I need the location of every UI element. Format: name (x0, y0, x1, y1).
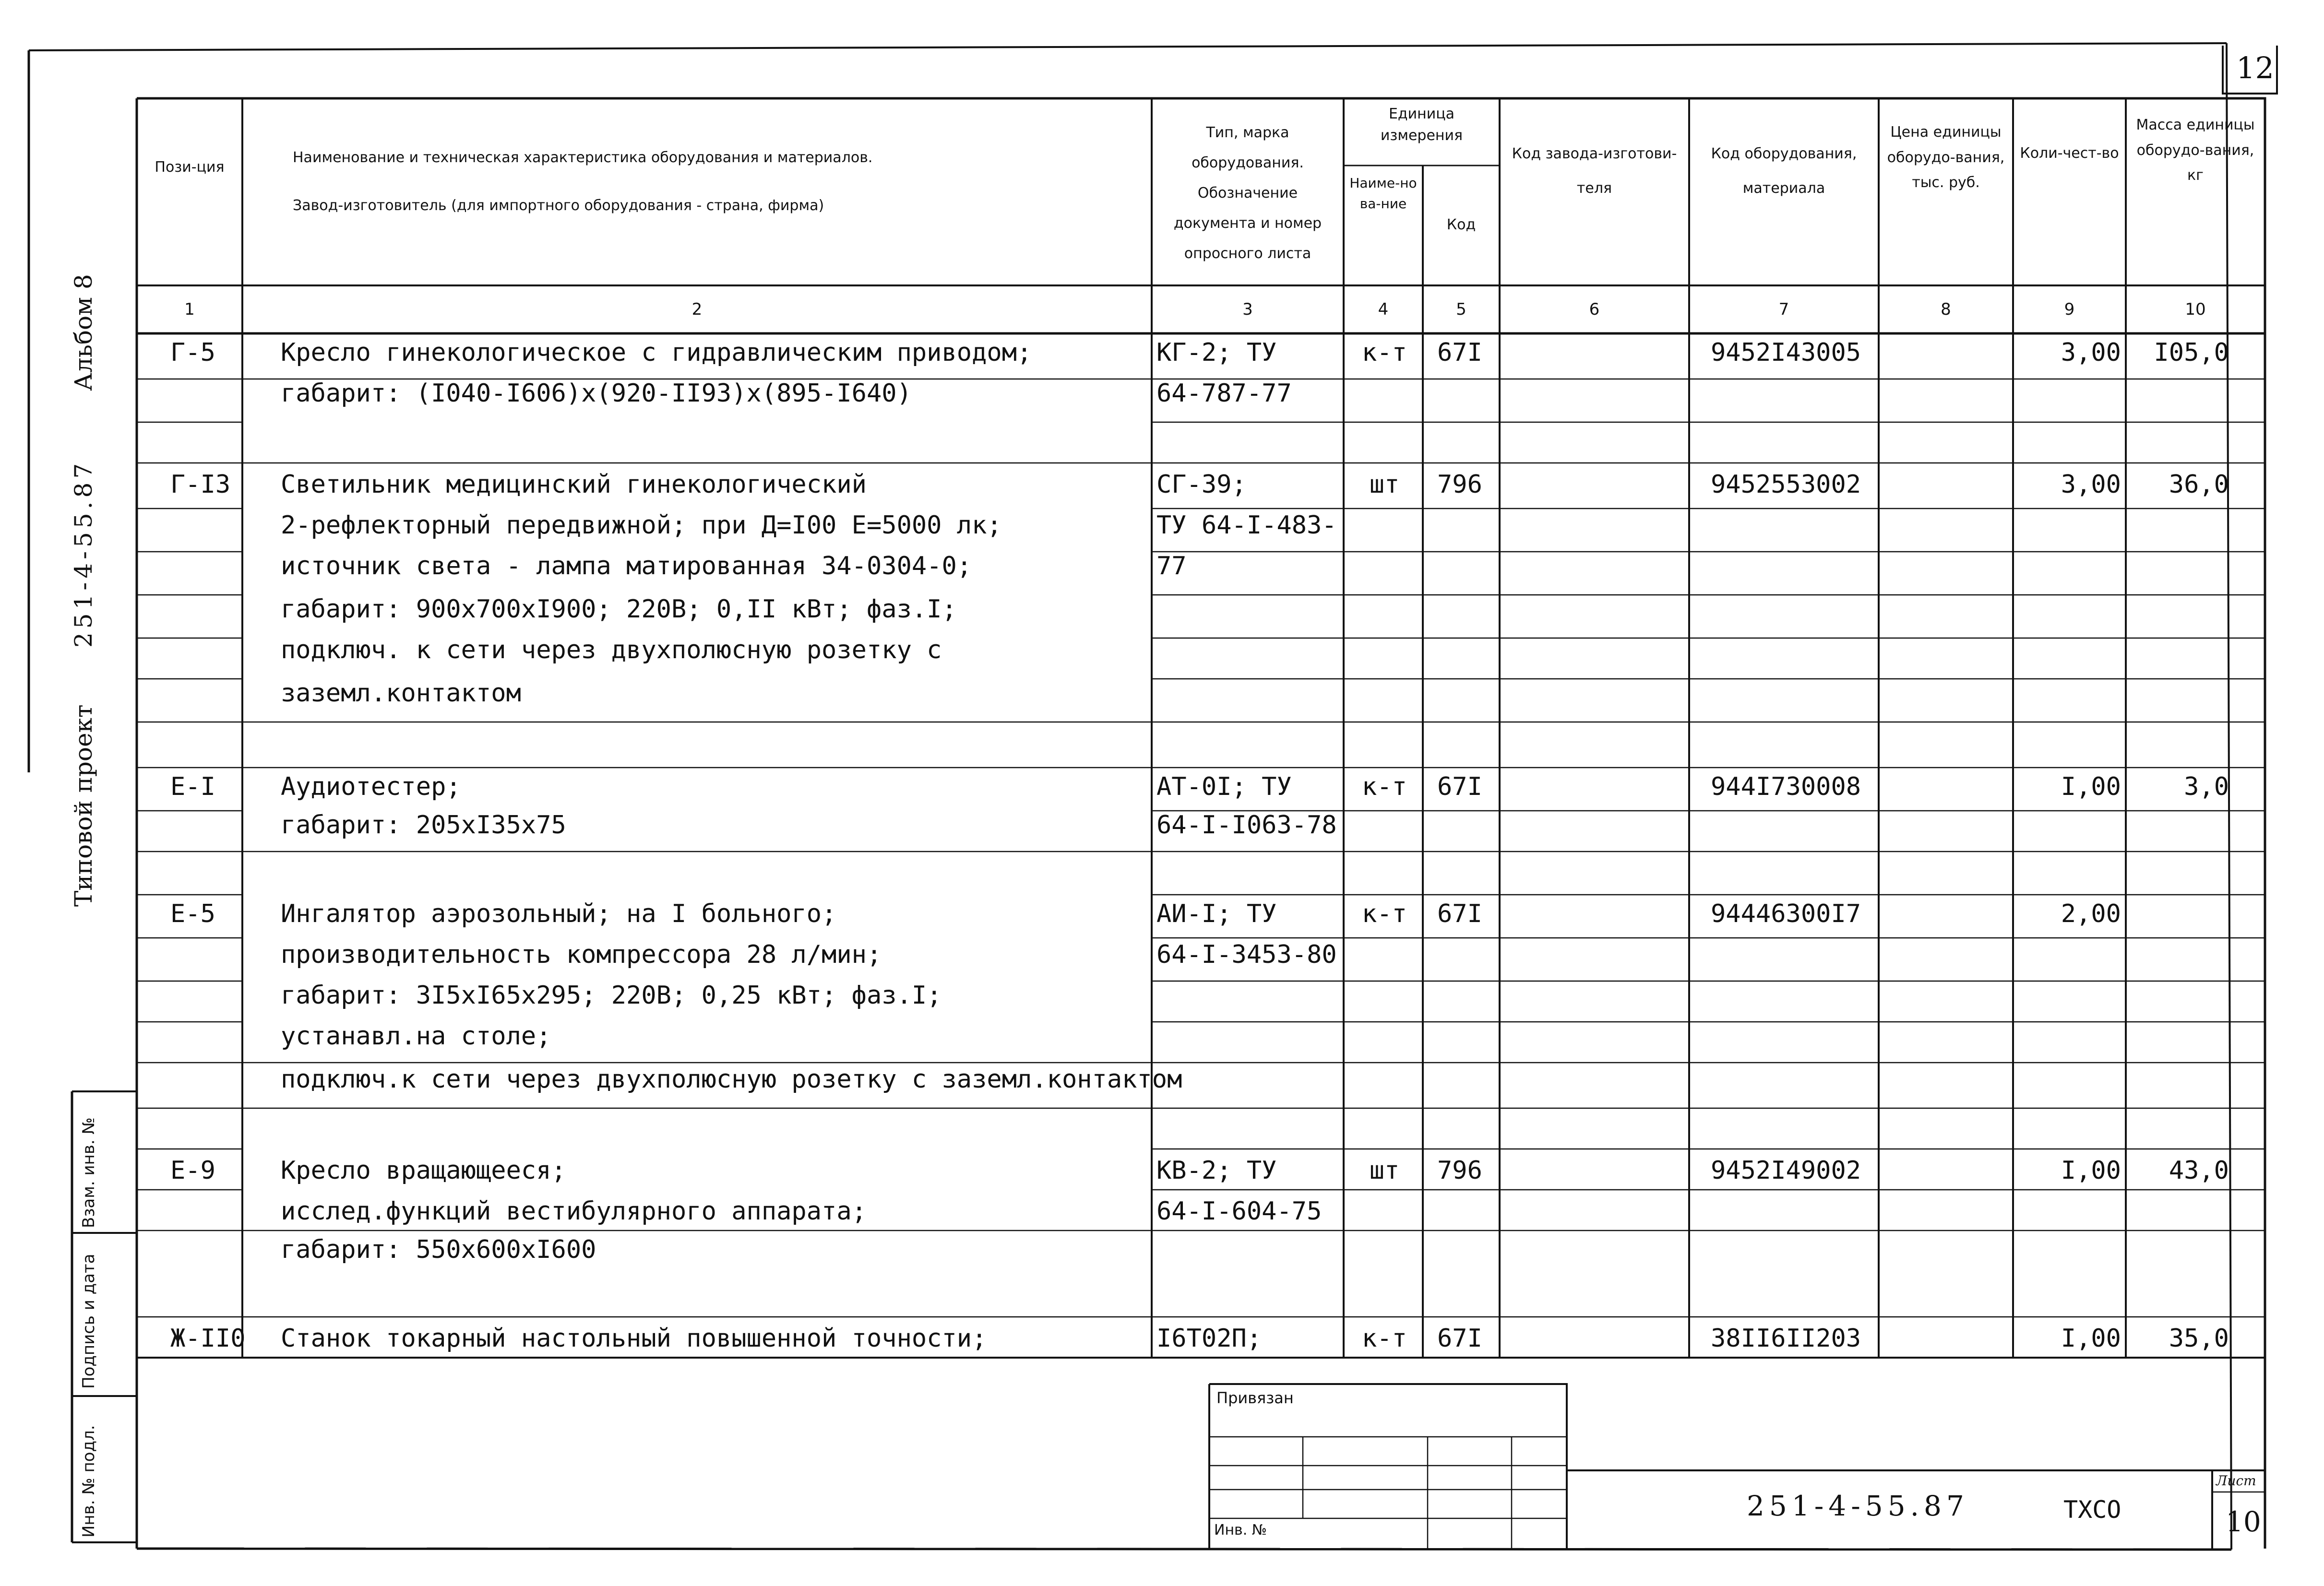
cell-equip: 38II6II203 (1711, 1324, 1861, 1353)
cell-pos: Е-9 (170, 1156, 215, 1185)
header-mass: Масса единицы оборудо-вания, кг (2136, 117, 2255, 184)
cell-pos: Г-5 (170, 338, 215, 367)
cell-equip: 944I730008 (1711, 772, 1861, 801)
cell-pos: Г-I3 (170, 470, 231, 499)
cell-name: габарит: (I040-I606)х(920-II93)х(895-I640) (281, 379, 912, 408)
cell-code: 67I (1437, 772, 1482, 801)
cell-code: 67I (1437, 900, 1482, 928)
cell-qty: I,00 (2061, 1324, 2121, 1353)
cell-type: АИ-I; ТУ (1156, 900, 1277, 928)
cell-mass: 36,0 (2169, 470, 2229, 499)
cell-name: подключ.к сети через двухполюсную розетку с заземл.контактом (281, 1065, 1182, 1094)
cell-name: источник света - лампа матированная 34-0304-0; (281, 552, 972, 580)
cell-qty: 3,00 (2061, 338, 2121, 367)
cell-mass: 35,0 (2169, 1324, 2229, 1353)
header-equipment-code: Код оборудования, материала (1711, 145, 1857, 197)
stamp-original-inv: Инв. № подл. (79, 1425, 98, 1538)
cell-qty: 2,00 (2061, 900, 2121, 928)
cell-unit: шт (1369, 470, 1400, 499)
cell-name: габарит: 550х600хI600 (281, 1235, 596, 1264)
cell-code: 796 (1437, 470, 1482, 499)
col-number: 10 (2185, 300, 2206, 319)
header-factory-code: Код завода-изготови-теля (1512, 145, 1677, 197)
header-position: Пози-ция (155, 159, 225, 176)
side-project-code: 251-4-55.87 (70, 459, 97, 648)
cell-unit: шт (1369, 1156, 1400, 1185)
doc-mark: ТХСО (2063, 1496, 2121, 1524)
cell-type: КГ-2; ТУ (1156, 338, 1277, 367)
side-project-type: Типовой проект (70, 704, 97, 907)
cell-unit: к-т (1362, 900, 1407, 928)
cell-name: производительность компрессора 28 л/мин; (281, 940, 882, 969)
cell-equip: 9452553002 (1711, 470, 1861, 499)
cell-name: Ингалятор аэрозольный; на I больного; (281, 900, 837, 928)
cell-mass: 43,0 (2169, 1156, 2229, 1185)
cell-name: заземл.контактом (281, 679, 521, 708)
header-name-line1: Наименование и техническая характеристика оборудования и материалов. (293, 149, 873, 166)
binding-inv: Инв. № (1214, 1522, 1267, 1539)
sheet-number: 10 (2226, 1505, 2261, 1538)
binding-title: Привязан (1216, 1389, 1294, 1407)
cell-name: габарит: 3I5хI65х295; 220В; 0,25 кВт; фаз.I; (281, 981, 942, 1010)
cell-type: 64-I-604-75 (1156, 1197, 1322, 1226)
cell-pos: Е-5 (170, 900, 215, 928)
cell-code: 796 (1437, 1156, 1482, 1185)
stamp-replacement-inv: Взам. инв. № (79, 1117, 98, 1228)
header-type: Тип, марка оборудования. Обозначение документа и номер опросного листа (1173, 124, 1322, 262)
cell-qty: I,00 (2061, 1156, 2121, 1185)
cell-mass: 3,0 (2184, 772, 2229, 801)
col-number: 6 (1589, 300, 1600, 319)
col-number: 2 (691, 300, 703, 319)
cell-type: I6Т02П; (1156, 1324, 1262, 1353)
cell-type: СГ-39; (1156, 470, 1247, 499)
cell-name: габарит: 205хI35х75 (281, 811, 566, 840)
side-album: Альбом 8 (70, 274, 97, 391)
cell-type: 64-I-I063-78 (1156, 811, 1337, 840)
cell-equip: 9452I49002 (1711, 1156, 1861, 1185)
cell-type: АТ-0I; ТУ (1156, 772, 1292, 801)
header-unit-name: Наиме-нова-ние (1349, 175, 1417, 212)
cell-unit: к-т (1362, 1324, 1407, 1353)
cell-name: Кресло вращающееся; (281, 1156, 566, 1185)
cell-qty: I,00 (2061, 772, 2121, 801)
cell-name: Станок токарный настольный повышенной точности; (281, 1324, 987, 1353)
header-quantity: Коли-чест-во (2020, 145, 2119, 162)
cell-name: 2-рефлекторный передвижной; при Д=I00 Е=5000 лк; (281, 511, 1002, 540)
cell-equip: 94446300I7 (1711, 900, 1861, 928)
col-number: 7 (1778, 300, 1789, 319)
col-number: 8 (1941, 300, 1951, 319)
cell-pos: Е-I (170, 772, 215, 801)
col-number: 1 (184, 300, 195, 319)
sheet-corner-number: 12 (2236, 50, 2274, 85)
header-unit-code: Код (1446, 216, 1476, 233)
col-number: 5 (1456, 300, 1466, 319)
cell-pos: Ж-II0 (170, 1324, 246, 1353)
stamp-signature-date: Подпись и дата (79, 1254, 98, 1389)
cell-name: устанавл.на столе; (281, 1022, 551, 1051)
cell-name: Аудиотестер; (281, 772, 461, 801)
header-price: Цена единицы оборудо-вания, тыс. руб. (1887, 124, 2005, 191)
cell-name: исслед.функций вестибулярного аппарата; (281, 1197, 867, 1226)
cell-name: подключ. к сети через двухполюсную розетку с (281, 636, 942, 664)
cell-type: 64-I-3453-80 (1156, 940, 1337, 969)
cell-qty: 3,00 (2061, 470, 2121, 499)
header-name-line2: Завод-изготовитель (для импортного оборудования - страна, фирма) (293, 197, 824, 214)
col-number: 4 (1378, 300, 1389, 319)
cell-type: 64-787-77 (1156, 379, 1292, 408)
cell-type: ТУ 64-I-483- (1156, 511, 1337, 540)
cell-type: 77 (1156, 552, 1187, 580)
col-number: 3 (1242, 300, 1253, 319)
sheet-label: Лист (2216, 1473, 2256, 1489)
cell-name: габарит: 900х700хI900; 220В; 0,II кВт; фаз.I; (281, 595, 957, 624)
cell-code: 67I (1437, 338, 1482, 367)
cell-equip: 9452I43005 (1711, 338, 1861, 367)
doc-code: 251-4-55.87 (1747, 1490, 1969, 1522)
cell-mass: I05,0 (2154, 338, 2229, 367)
cell-unit: к-т (1362, 772, 1407, 801)
cell-name: Светильник медицинский гинекологический (281, 470, 867, 499)
header-unit: Единица измерения (1380, 106, 1463, 144)
cell-code: 67I (1437, 1324, 1482, 1353)
cell-type: КВ-2; ТУ (1156, 1156, 1277, 1185)
cell-unit: к-т (1362, 338, 1407, 367)
cell-name: Кресло гинекологическое с гидравлическим приводом; (281, 338, 1032, 367)
col-number: 9 (2064, 300, 2075, 319)
